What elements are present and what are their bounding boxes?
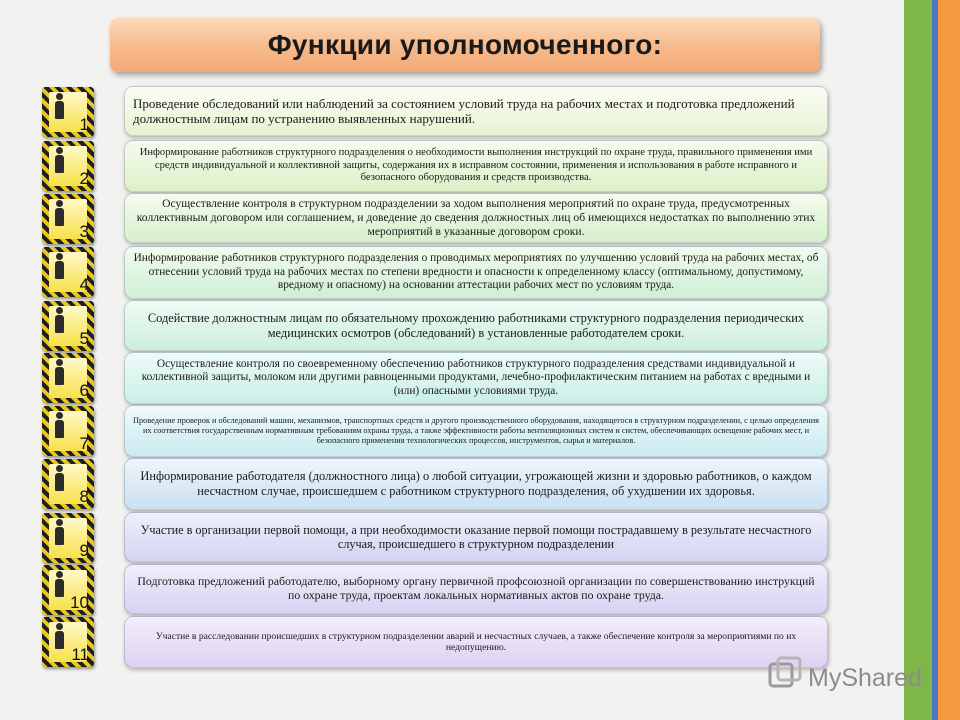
function-item-7 bbox=[124, 405, 828, 457]
stripe-orange bbox=[938, 0, 960, 720]
worker-hazard-icon bbox=[52, 519, 66, 549]
function-item-9 bbox=[124, 512, 828, 562]
function-item-11 bbox=[124, 616, 828, 668]
stripe-green bbox=[904, 0, 932, 720]
item-badge-8 bbox=[42, 459, 94, 509]
page-title: Функции уполномоченного: bbox=[267, 29, 663, 60]
item-number: 6 bbox=[79, 381, 89, 400]
item-number: 1 bbox=[79, 115, 89, 134]
item-badge-3 bbox=[42, 194, 94, 244]
worker-hazard-icon bbox=[52, 412, 66, 442]
function-text: Участие в организации первой помощи, а при необходимости оказание первой помощи пострадавшему в результате несчастного случая, происшедшего в структурном подразделении bbox=[140, 522, 812, 551]
worker-hazard-icon bbox=[52, 465, 66, 495]
worker-hazard-icon bbox=[52, 253, 66, 283]
item-badge-11 bbox=[42, 617, 94, 667]
function-text: Проведение проверок и обследований машин, механизмов, транспортных средств и другого производственного оборудования, находящегося в структурном подразделении, с целью определения их соответствия государственным нормативным требованиям охраны труда, а также эффективности работы вентиляционных систем и систем, обеспечивающих освещение рабочих мест, и безопасного применения технологических процессов, инструментов, сырья и материалов. bbox=[133, 416, 819, 445]
item-number: 11 bbox=[71, 645, 89, 664]
worker-hazard-icon bbox=[52, 623, 66, 653]
function-item-2 bbox=[124, 140, 828, 192]
worker-hazard-icon bbox=[52, 571, 66, 601]
function-item-10 bbox=[124, 564, 828, 614]
item-number: 8 bbox=[79, 487, 89, 506]
function-text: Участие в расследовании происшедших в структурном подразделении аварий и несчастных случаев, а также обеспечение контроля за мероприятиями по их недопущению. bbox=[155, 630, 797, 653]
item-badge-1 bbox=[42, 87, 94, 137]
function-item-6 bbox=[124, 352, 828, 404]
item-badge-5 bbox=[42, 301, 94, 351]
item-badge-7 bbox=[42, 406, 94, 456]
item-badge-4 bbox=[42, 247, 94, 297]
item-number: 4 bbox=[79, 275, 89, 294]
item-badge-2 bbox=[42, 141, 94, 191]
worker-hazard-icon bbox=[52, 147, 66, 177]
function-text: Подготовка предложений работодателю, выборному органу первичной профсоюзной организации по совершенствованию инструкций по охране труда, проектам локальных нормативных актов по охране труда. bbox=[137, 574, 815, 602]
function-text: Информирование работников структурного подразделения о необходимости выполнения инструкций по охране труда, правильного применения ими средств индивидуальной и коллективной защиты, содержания их в исправном состоянии, применения и использования в работе исправного и безопасного оборудования и средств производства. bbox=[139, 147, 813, 184]
function-text: Информирование работодателя (должностного лица) о любой ситуации, угрожающей жизни и здоровью работников, о каждом несчастном случае, происшедшем с работником структурного подразделения, об ухудшении их здоровья. bbox=[140, 469, 812, 498]
item-badge-10 bbox=[42, 565, 94, 615]
function-text: Информирование работников структурного подразделения о проводимых мероприятиях по улучшению условий труда на рабочих местах, об отнесении условий труда на рабочих местах по степени вредности и опасности к определенному классу (оптимальному, допустимому, вредному и опасному) на основании аттестации рабочих мест по условиям труда. bbox=[133, 252, 819, 292]
watermark-logo-icon bbox=[766, 654, 926, 694]
worker-hazard-icon bbox=[52, 307, 66, 337]
watermark bbox=[766, 654, 926, 694]
item-number: 3 bbox=[79, 222, 89, 241]
item-number: 7 bbox=[79, 434, 89, 453]
item-number: 5 bbox=[79, 329, 89, 348]
function-item-3 bbox=[124, 193, 828, 243]
function-item-4 bbox=[124, 246, 828, 299]
item-number: 2 bbox=[79, 169, 89, 188]
watermark-text: MyShared bbox=[808, 664, 922, 692]
title-banner bbox=[110, 18, 820, 72]
function-item-1 bbox=[124, 86, 828, 136]
function-item-5 bbox=[124, 300, 828, 351]
worker-hazard-icon bbox=[52, 359, 66, 389]
worker-hazard-icon bbox=[52, 93, 66, 123]
worker-hazard-icon bbox=[52, 200, 66, 230]
function-text: Осуществление контроля в структурном подразделении за ходом выполнения мероприятий по охране труда, предусмотренных коллективным договором или соглашением, и доведение до сведения должностных лиц об имеющихся недостатках по выполнению этих мероприятий в указанные договором сроки. bbox=[136, 197, 816, 238]
function-text: Проведение обследований или наблюдений за состоянием условий труда на рабочих местах и подготовка предложений должностным лицам по устранению выявленных нарушений. bbox=[133, 95, 795, 126]
item-number: 9 bbox=[79, 541, 89, 560]
item-number: 10 bbox=[70, 593, 89, 612]
function-text: Осуществление контроля по своевременному обеспечению работников структурного подразделения средствами индивидуальной и коллективной защиты, молоком или другими равноценными продуктами, лечебно-профилактическим питанием на работах с вредными и (или) опасными условиями труда. bbox=[141, 357, 811, 397]
function-item-8 bbox=[124, 458, 828, 510]
function-text: Содействие должностным лицам по обязательному прохождению работниками структурного подразделения периодических медицинских осмотров (обследований) в установленные работодателем сроки. bbox=[147, 310, 805, 340]
item-badge-6 bbox=[42, 353, 94, 403]
item-badge-9 bbox=[42, 513, 94, 563]
